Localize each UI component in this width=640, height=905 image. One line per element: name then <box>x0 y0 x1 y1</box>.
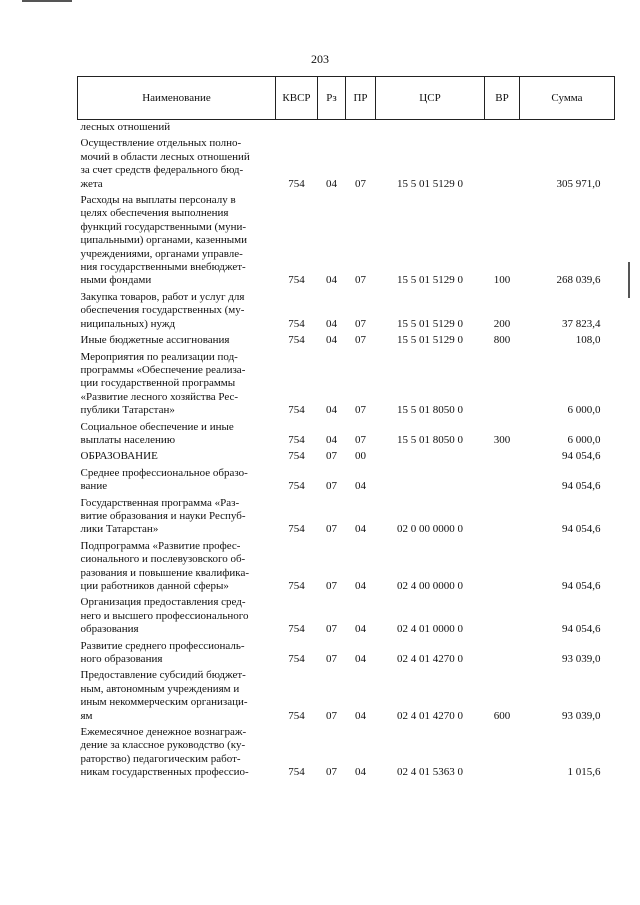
row-name: Закупка товаров, работ и услуг для обеспечения государственных (му- ниципальных) нужд <box>80 290 245 330</box>
row-pr: 04 <box>355 580 366 592</box>
row-rz: 07 <box>326 580 337 592</box>
row-vr: 100 <box>493 274 511 287</box>
row-csr: 15 5 01 5129 0 <box>397 317 463 330</box>
row-vr <box>485 539 520 596</box>
row-csr: 02 4 01 4270 0 <box>397 709 463 722</box>
row-rz: 04 <box>326 177 337 190</box>
row-rz: 07 <box>326 766 337 779</box>
row-rz: 07 <box>326 523 337 536</box>
row-csr <box>376 120 485 137</box>
row-rz: 04 <box>326 317 337 330</box>
row-kvsr: 754 <box>288 317 305 330</box>
table-body <box>78 120 615 782</box>
row-csr: 02 4 00 0000 0 <box>397 580 463 592</box>
page-number: 203 <box>311 52 329 66</box>
row-csr: 15 5 01 5129 0 <box>397 177 463 190</box>
row-sum: 93 039,0 <box>562 653 601 666</box>
table-row <box>78 496 615 539</box>
row-kvsr: 754 <box>288 766 305 779</box>
row-name: Развитие среднего профессиональ- ного образования <box>80 639 245 666</box>
header-sum: Сумма <box>520 77 615 120</box>
header-vr: ВР <box>485 77 520 120</box>
row-pr: 04 <box>355 653 366 666</box>
row-pr: 04 <box>355 480 366 493</box>
row-vr <box>485 725 520 782</box>
row-name: Ежемесячное денежное вознаграж- дение за классное руководство (ку- раторство) педагогическим работ- никам государственных профессио- <box>80 726 249 779</box>
row-name: Осуществление отдельных полно- мочий в области лесных отношений за счет средств федерального бюд- жета <box>80 137 250 190</box>
table-row <box>78 193 615 290</box>
row-rz: 07 <box>326 480 337 493</box>
table-row <box>78 420 615 450</box>
header-name: Наименование <box>78 77 276 120</box>
row-rz: 04 <box>326 274 337 287</box>
row-sum: 305 971,0 <box>556 177 601 190</box>
row-rz: 04 <box>326 404 337 417</box>
row-vr <box>485 466 520 496</box>
row-kvsr: 754 <box>288 450 305 463</box>
row-name: Среднее профессиональное образо- вание <box>80 466 248 493</box>
row-sum: 94 054,6 <box>562 623 601 636</box>
table-row <box>78 725 615 782</box>
row-vr <box>485 595 520 638</box>
row-name: Предоставление субсидий бюджет- ным, автономным учреждениям и иным некоммерческим организаци- ям <box>80 669 248 722</box>
header-rz: Рз <box>318 77 346 120</box>
table-row <box>78 466 615 496</box>
row-kvsr: 754 <box>288 653 305 666</box>
row-csr: 15 5 01 5129 0 <box>397 334 463 347</box>
header-csr: ЦСР <box>376 77 485 120</box>
row-sum: 268 039,6 <box>556 274 601 287</box>
row-vr <box>485 449 520 465</box>
row-rz: 04 <box>326 433 337 446</box>
row-vr <box>485 120 520 137</box>
row-rz <box>318 120 346 137</box>
row-sum: 93 039,0 <box>562 709 601 722</box>
table-row <box>78 639 615 669</box>
row-sum: 108,0 <box>575 334 601 347</box>
row-name: Мероприятия по реализации под- программы «Обеспечение реализа- ции государственной программы «Развитие лесного хозяйства Рес- публики Татарстан» <box>80 350 246 417</box>
row-sum: 94 054,6 <box>562 480 601 493</box>
row-kvsr: 754 <box>288 274 305 287</box>
row-vr <box>485 639 520 669</box>
table-row <box>78 290 615 333</box>
table-row <box>78 350 615 420</box>
row-name: Иные бюджетные ассигнования <box>80 334 230 347</box>
row-rz: 07 <box>326 709 337 722</box>
row-pr: 07 <box>355 177 366 190</box>
row-sum: 94 054,6 <box>562 450 601 463</box>
row-pr: 07 <box>355 334 366 347</box>
row-name: Государственная программа «Раз- витие образования и науки Респуб- лики Татарстан» <box>80 496 246 536</box>
row-kvsr: 754 <box>288 709 305 722</box>
table-row <box>78 120 615 137</box>
row-pr: 07 <box>355 404 366 417</box>
row-sum: 6 000,0 <box>567 404 601 417</box>
row-rz: 07 <box>326 623 337 636</box>
row-sum: 37 823,4 <box>562 317 601 330</box>
row-rz: 07 <box>326 653 337 666</box>
row-vr: 300 <box>493 433 511 446</box>
row-sum: 6 000,0 <box>567 433 601 446</box>
row-csr: 15 5 01 5129 0 <box>397 274 463 287</box>
budget-table <box>77 76 615 782</box>
table-row <box>78 136 615 193</box>
scan-top-mark <box>22 0 72 2</box>
row-pr: 04 <box>355 623 366 636</box>
row-kvsr: 754 <box>288 580 305 592</box>
row-kvsr: 754 <box>288 404 305 417</box>
row-csr: 15 5 01 8050 0 <box>397 433 463 446</box>
row-csr: 02 4 01 5363 0 <box>397 766 463 779</box>
row-vr: 600 <box>493 709 511 722</box>
row-name: ОБРАЗОВАНИЕ <box>80 450 158 463</box>
row-kvsr <box>276 120 318 137</box>
header-kvsr: КВСР <box>276 77 318 120</box>
row-pr: 04 <box>355 766 366 779</box>
row-kvsr: 754 <box>288 177 305 190</box>
row-rz: 04 <box>326 334 337 347</box>
row-kvsr: 754 <box>288 334 305 347</box>
row-name: Социальное обеспечение и иные выплаты населению <box>80 420 234 446</box>
table-row <box>78 668 615 725</box>
row-kvsr: 754 <box>288 433 305 446</box>
row-csr: 02 4 01 0000 0 <box>397 623 463 636</box>
row-csr: 02 4 01 4270 0 <box>397 653 463 666</box>
row-vr: 200 <box>493 317 511 330</box>
row-rz: 07 <box>326 450 337 463</box>
table-row <box>78 595 615 638</box>
row-sum: 94 054,6 <box>562 580 601 592</box>
table-row <box>78 539 615 596</box>
row-pr: 07 <box>355 433 366 446</box>
table-row <box>78 333 615 349</box>
table-header <box>78 77 615 120</box>
row-sum: 94 054,6 <box>562 523 601 536</box>
row-csr: 15 5 01 8050 0 <box>397 404 463 417</box>
row-pr <box>346 120 376 137</box>
row-name: Подпрограмма «Развитие профес- сионального и послевузовского об- разования и повышение квалифика- ции работников данной сферы» <box>80 539 250 592</box>
table-row <box>78 449 615 465</box>
row-name: Организация предоставления сред- него и высшего профессионального образования <box>80 596 249 636</box>
row-kvsr: 754 <box>288 623 305 636</box>
row-csr <box>376 466 485 496</box>
row-vr: 800 <box>493 334 511 347</box>
row-vr <box>485 136 520 193</box>
scan-edge-mark <box>628 262 630 298</box>
row-vr <box>485 350 520 420</box>
header-pr: ПР <box>346 77 376 120</box>
row-vr <box>485 496 520 539</box>
row-sum: 1 015,6 <box>567 766 601 779</box>
row-pr: 07 <box>355 274 366 287</box>
row-name: Расходы на выплаты персоналу в целях обеспечения выполнения функций государственными (муни- ципальными) органами, казенными учреждениями, органами управле- ния государственными внебюджет- ными фондами <box>80 194 247 287</box>
row-pr: 07 <box>355 317 366 330</box>
row-pr: 00 <box>355 450 366 463</box>
row-sum <box>520 120 615 137</box>
row-pr: 04 <box>355 523 366 536</box>
row-pr: 04 <box>355 709 366 722</box>
row-kvsr: 754 <box>288 523 305 536</box>
row-kvsr: 754 <box>288 480 305 493</box>
row-name: лесных отношений <box>80 121 171 133</box>
row-csr <box>376 449 485 465</box>
row-csr: 02 0 00 0000 0 <box>397 523 463 536</box>
